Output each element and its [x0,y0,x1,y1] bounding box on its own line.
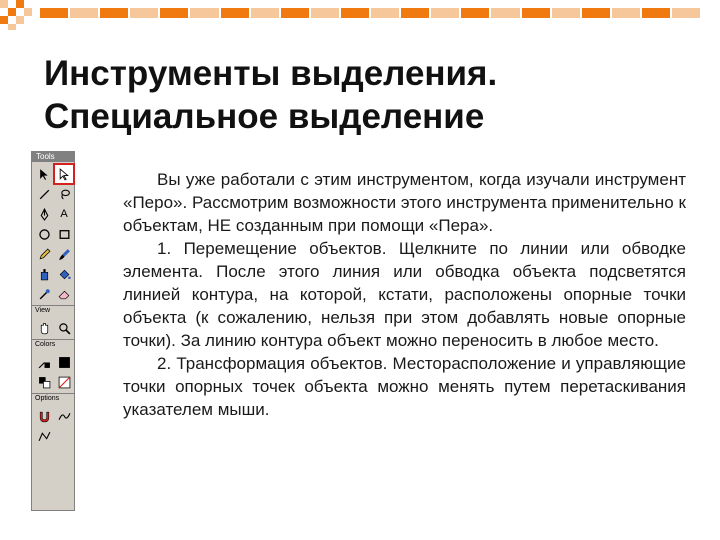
decorative-top-bar [40,8,700,18]
slide-body [123,168,686,421]
paragraph-transform-objects: 2. Трансформация объектов. Месторасположение и управляющие точки опорных точек объекта можно менять путем перетаскивания указателем мыши. [123,354,686,419]
paragraph-moving-objects: 1. Перемещение объектов. Щелкните по линии или обводке элемента. После этого линия или обводка объекта подсветятся линией контура, на которой, кстати, расположены опорные точки объекта (к сожалению, нельзя при этом добавлять новые опорные точки). За линию контура объект можно переносить в любое место. [123,239,686,350]
decorative-checker [0,0,40,30]
swap-colors-icon[interactable] [35,373,53,391]
rectangle-tool-icon[interactable] [55,225,73,243]
arrow-tool-icon[interactable] [35,165,53,183]
view-grid [32,316,74,337]
options-section-label: Options [32,393,74,404]
text-tool-icon[interactable]: A [55,205,73,223]
zoom-tool-icon[interactable] [55,319,73,337]
ink-bottle-tool-icon[interactable] [35,265,53,283]
magnet-icon[interactable] [35,407,53,425]
colors-grid [32,350,74,391]
paint-bucket-tool-icon[interactable] [55,265,73,283]
tools-grid [32,162,74,303]
pencil-tool-icon[interactable] [35,245,53,263]
lasso-tool-icon[interactable] [55,185,73,203]
straighten-icon[interactable] [35,427,53,445]
paragraph-intro: Вы уже работали с этим инструментом, когда изучали инструмент «Перо». Рассмотрим возможности этого инструмента применительно к объектам, НЕ созданным при помощи «Пера». [123,170,686,235]
brush-tool-icon[interactable] [55,245,73,263]
eyedropper-tool-icon[interactable] [35,285,53,303]
subselect-tool-icon[interactable] [55,165,73,183]
tools-panel-title: Tools [32,152,74,162]
colors-section-label: Colors [32,339,74,350]
smooth-icon[interactable] [55,407,73,425]
line-tool-icon[interactable] [35,185,53,203]
view-section-label: View [32,305,74,316]
stroke-color-swatch-icon[interactable] [35,353,53,371]
no-color-icon[interactable] [55,373,73,391]
fill-color-swatch-icon[interactable] [55,353,73,371]
tools-panel [31,151,75,511]
hand-tool-icon[interactable] [35,319,53,337]
slide-title: Инструменты выделения. Специальное выделение [44,54,498,136]
oval-tool-icon[interactable] [35,225,53,243]
pen-tool-icon[interactable] [35,205,53,223]
options-grid [32,404,74,445]
eraser-tool-icon[interactable] [55,285,73,303]
